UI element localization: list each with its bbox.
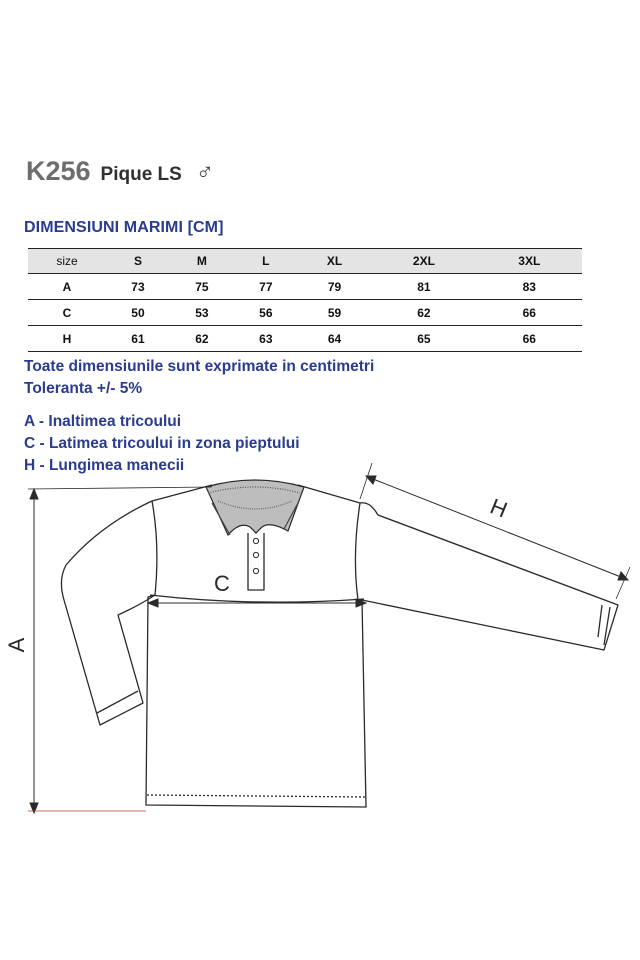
table-cell: 56 bbox=[234, 300, 298, 326]
table-cell: A bbox=[28, 274, 106, 300]
product-name: Pique LS bbox=[100, 164, 182, 185]
table-cell: C bbox=[28, 300, 106, 326]
table-header-row bbox=[28, 249, 582, 274]
dimension-a-arrow-top bbox=[30, 489, 38, 499]
size-table bbox=[28, 248, 582, 352]
dimension-h-arrow-end bbox=[618, 572, 628, 580]
left-sleeve-outline bbox=[61, 501, 155, 725]
table-header-cell: 3XL bbox=[477, 249, 582, 274]
table-header-cell: S bbox=[106, 249, 170, 274]
button-icon bbox=[253, 552, 258, 557]
table-cell: 66 bbox=[477, 300, 582, 326]
table-cell: 75 bbox=[170, 274, 234, 300]
table-cell: 65 bbox=[371, 326, 476, 352]
table-header-cell: XL bbox=[298, 249, 371, 274]
units-note: Toate dimensiunile sunt exprimate in centimetri bbox=[24, 358, 375, 375]
dimension-c-arrow-left bbox=[148, 599, 158, 607]
table-cell: 61 bbox=[106, 326, 170, 352]
shirt-measurement-diagram bbox=[0, 455, 640, 835]
table-cell: 62 bbox=[170, 326, 234, 352]
table-header-cell: 2XL bbox=[371, 249, 476, 274]
hem-stitch bbox=[147, 795, 366, 797]
label-a: A bbox=[4, 637, 29, 653]
table-header-cell: size bbox=[28, 249, 106, 274]
right-cuff-line bbox=[598, 605, 602, 637]
table-cell: H bbox=[28, 326, 106, 352]
label-c: C bbox=[214, 571, 230, 596]
label-h: H bbox=[486, 493, 511, 523]
table-cell: 50 bbox=[106, 300, 170, 326]
table-cell: 59 bbox=[298, 300, 371, 326]
table-row bbox=[28, 326, 582, 352]
collar bbox=[206, 480, 304, 535]
legend-item: C - Latimea tricoului in zona pieptului bbox=[24, 435, 300, 452]
table-cell: 66 bbox=[477, 326, 582, 352]
dimension-a-arrow-bottom bbox=[30, 803, 38, 813]
table-row bbox=[28, 300, 582, 326]
dimension-h-line bbox=[368, 477, 626, 579]
table-cell: 64 bbox=[298, 326, 371, 352]
legend-item: A - Inaltimea tricoului bbox=[24, 413, 182, 430]
section-title: DIMENSIUNI MARIMI [CM] bbox=[24, 219, 224, 236]
table-header-cell: L bbox=[234, 249, 298, 274]
button-icon bbox=[253, 568, 258, 573]
table-cell: 53 bbox=[170, 300, 234, 326]
button-icon bbox=[253, 538, 258, 543]
dimension-a-top-guide bbox=[28, 487, 212, 489]
legend-item: H - Lungimea manecii bbox=[24, 457, 185, 474]
table-cell: 77 bbox=[234, 274, 298, 300]
chest-line bbox=[150, 595, 364, 602]
product-title bbox=[26, 156, 214, 192]
left-cuff-line bbox=[97, 691, 138, 713]
table-cell: 62 bbox=[371, 300, 476, 326]
dimension-h-guide-end bbox=[616, 567, 630, 599]
tolerance-note: Toleranta +/- 5% bbox=[24, 380, 143, 397]
male-symbol-icon: ♂ bbox=[195, 159, 214, 186]
table-header-cell: M bbox=[170, 249, 234, 274]
table-cell: 73 bbox=[106, 274, 170, 300]
table-row bbox=[28, 274, 582, 300]
table-cell: 81 bbox=[371, 274, 476, 300]
product-code: K256 bbox=[26, 156, 91, 186]
table-cell: 63 bbox=[234, 326, 298, 352]
table-cell: 79 bbox=[298, 274, 371, 300]
table-cell: 83 bbox=[477, 274, 582, 300]
